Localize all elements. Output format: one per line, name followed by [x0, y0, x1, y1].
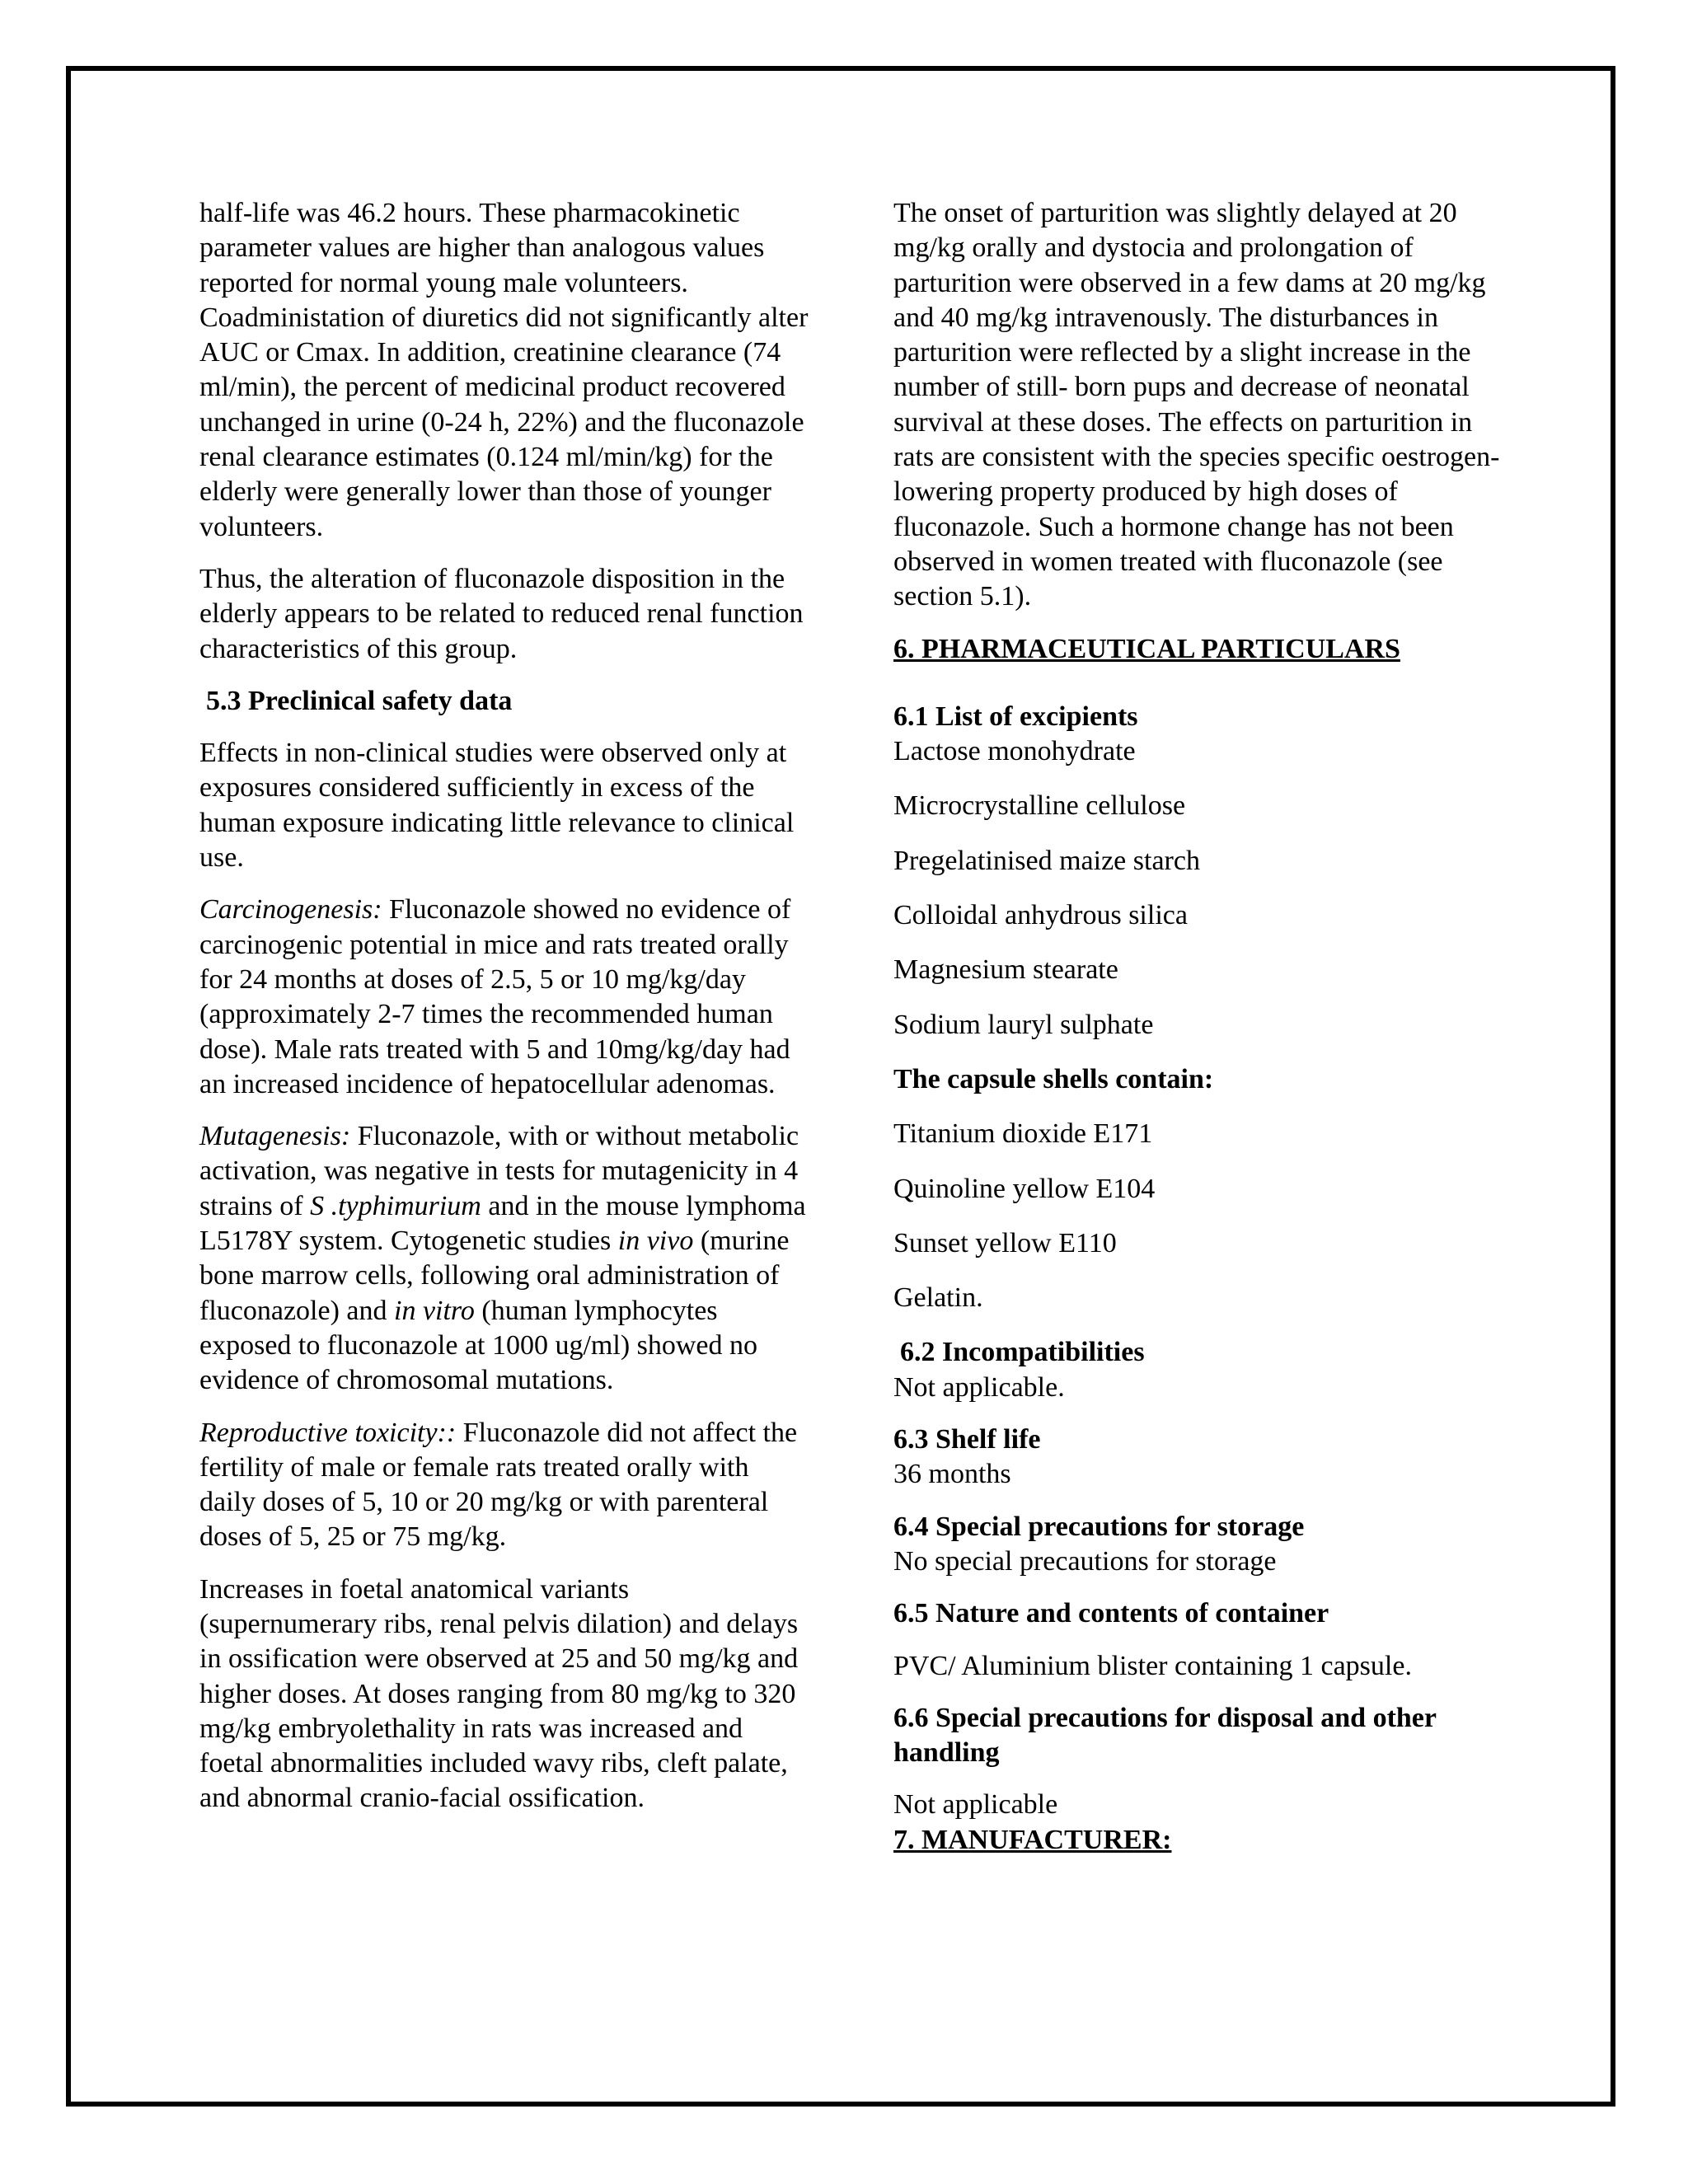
parturition-paragraph: The onset of parturition was slightly delayed at 20 mg/kg orally and dystocia and prolongation of parturition were observed in a few dams at 20 mg/kg and 40 mg/kg intravenously. The disturbances in parturition were reflected by a slight increase in the number of still- born pups and decrease of neonatal survival at these doses. The effects on parturition in rats are consistent with the species specific oestrogen-lowering property produced by high doses of fluconazole. Such a hormone change has not been observed in women treated with fluconazole (see section 5.1). — [893, 198, 1500, 612]
section-6-2-heading: 6.2 Incompatibilities — [900, 1337, 1145, 1368]
capsule-shell-list — [893, 1117, 1503, 1315]
nonclinical-effects-paragraph: Effects in non-clinical studies were observed only at exposures considered sufficiently in excess of the human exposure indicating little relevance to clinical use. — [199, 738, 795, 874]
section-6-4-text: No special precautions for storage — [893, 1545, 1277, 1577]
capsule-shell-item: Titanium dioxide E171 — [893, 1118, 1153, 1150]
capsule-shell-item: Gelatin. — [893, 1282, 983, 1314]
right-column — [893, 196, 1503, 1875]
section-6-5-heading: 6.5 Nature and contents of container — [893, 1598, 1329, 1629]
section-6-3-text: 36 months — [893, 1459, 1011, 1490]
excipient-item: Magnesium stearate — [893, 954, 1118, 986]
section-6-5-text: PVC/ Aluminium blister containing 1 capsule. — [893, 1650, 1412, 1681]
carcinogenesis-text: Fluconazole showed no evidence of carcinogenic potential in mice and rats treated orally for 24 months at doses of 2.5, 5 or 10 mg/kg/day (approximately 2-7 times the recommended human dose). Male rats treated with 5 and 10mg/kg/day had an increased incidence of hepatocellular adenomas. — [199, 894, 791, 1099]
excipient-list — [893, 734, 1503, 1043]
reproductive-toxicity-label: Reproductive toxicity:: — [199, 1417, 457, 1448]
section-6-heading: 6. PHARMACEUTICAL PARTICULARS — [893, 633, 1400, 664]
in-vivo-term: in vivo — [617, 1226, 694, 1257]
section-6-6-text: Not applicable — [893, 1789, 1058, 1821]
excipient-item: Sodium lauryl sulphate — [893, 1009, 1154, 1040]
capsule-shell-item: Sunset yellow E110 — [893, 1227, 1117, 1258]
elderly-pk-paragraph: half-life was 46.2 hours. These pharmacokinetic parameter values are higher than analogous values reported for normal young male volunteers. Coadministation of diuretics did not significantly alter AUC or Cmax. In addition, creatinine clearance (74 ml/min), the percent of medicinal product recovered unchanged in urine (0-24 h, 22%) and the fluconazole renal clearance estimates (0.124 ml/min/kg) for the elderly were generally lower than those of younger volunteers. — [199, 198, 809, 542]
in-vitro-term: in vitro — [394, 1295, 475, 1326]
elderly-disposition-paragraph: Thus, the alteration of fluconazole disposition in the elderly appears to be related to reduced renal function characteristics of this group. — [199, 563, 804, 664]
section-6-2-text: Not applicable. — [893, 1371, 1065, 1403]
foetal-variants-paragraph: Increases in foetal anatomical variants (supernumerary ribs, renal pelvis dilation) and delays in ossification were observed at 25 and 50 mg/kg and higher doses. At doses ranging from 80 mg/kg to 320 mg/kg embryolethality in rats was increased and foetal abnormalities included wavy ribs, cleft palate, and abnormal cranio-facial ossification. — [199, 1573, 799, 1814]
carcinogenesis-label: Carcinogenesis: — [199, 894, 382, 926]
carcinogenesis-paragraph — [199, 893, 809, 1102]
capsule-shell-item: Quinoline yellow E104 — [893, 1173, 1156, 1204]
left-column — [199, 196, 809, 1834]
reproductive-toxicity-paragraph — [199, 1416, 809, 1555]
reproductive-toxicity-text: Fluconazole did not affect the fertility of male or female rats treated orally with daily doses of 5, 10 or 20 mg/kg or with parenteral doses of 5, 25 or 75 mg/kg. — [199, 1417, 798, 1553]
mutagenesis-label: Mutagenesis: — [199, 1121, 351, 1152]
mutagenesis-text-b: and in the mouse lymphoma L5178Y system. Cytogenetic studies — [199, 1190, 806, 1257]
excipient-item: Microcrystalline cellulose — [893, 790, 1186, 822]
mutagenesis-text-a: Fluconazole, with or without metabolic activation, was negative in tests for mutagenicity in 4 strains of — [199, 1121, 799, 1221]
excipient-item: Colloidal anhydrous silica — [893, 900, 1188, 931]
species-name: S .typhimurium — [310, 1190, 481, 1221]
mutagenesis-text-d: (human lymphocytes exposed to fluconazole at 1000 ug/ml) showed no evidence of chromosomal mutations. — [199, 1295, 758, 1396]
section-6-3-heading: 6.3 Shelf life — [893, 1424, 1041, 1455]
section-7-heading: 7. MANUFACTURER: — [893, 1824, 1172, 1855]
excipient-item: Pregelatinised maize starch — [893, 845, 1200, 876]
section-6-1-heading: 6.1 List of excipients — [893, 701, 1138, 732]
section-5-3-heading: 5.3 Preclinical safety data — [206, 685, 513, 716]
capsule-shells-heading: The capsule shells contain: — [893, 1063, 1214, 1094]
mutagenesis-paragraph — [199, 1119, 809, 1398]
mutagenesis-text-c: (murine bone marrow cells, following oral administration of fluconazole) and — [199, 1226, 790, 1326]
section-6-6-heading: 6.6 Special precautions for disposal and other handling — [893, 1702, 1437, 1769]
section-6-4-heading: 6.4 Special precautions for storage — [893, 1511, 1305, 1542]
excipient-item: Lactose monohydrate — [893, 736, 1136, 767]
